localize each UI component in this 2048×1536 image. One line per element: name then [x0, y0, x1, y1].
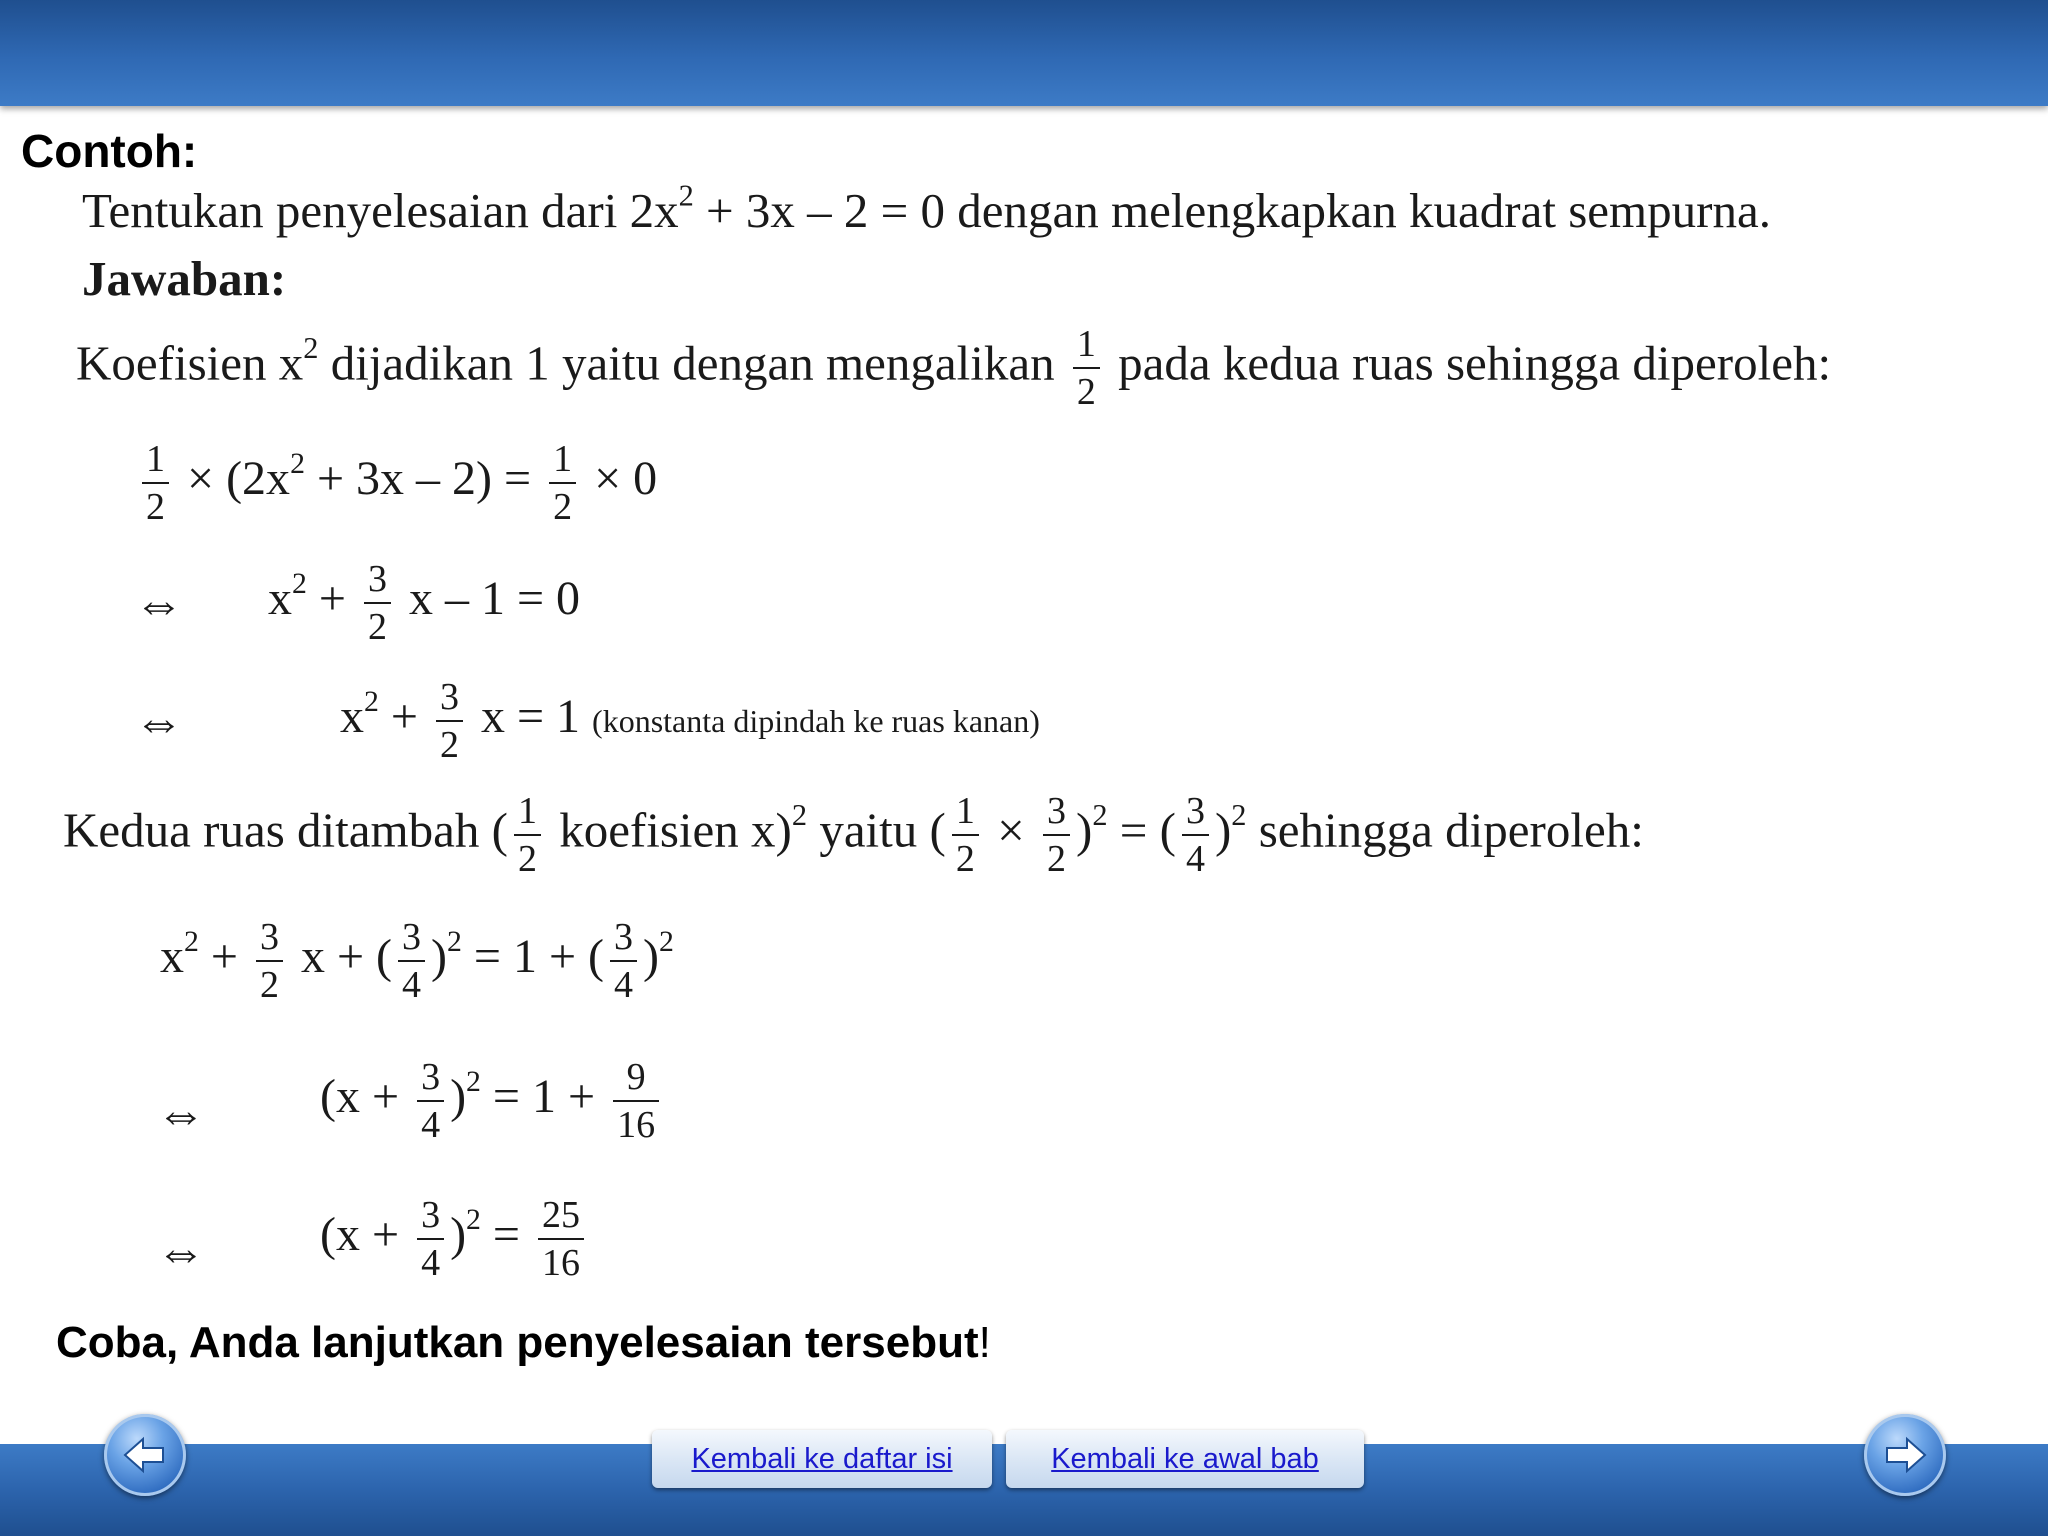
- arrow-left-icon: [119, 1429, 171, 1481]
- eq3-note: (konstanta dipindah ke ruas kanan): [592, 703, 1040, 740]
- step1-b: dijadikan 1 yaitu dengan mengalikan: [318, 335, 1055, 391]
- eq1-fraction-right: $\frac{1}{2}$: [549, 440, 576, 526]
- equation-3: $x^2$ + $\frac{3}{2}$ x = 1 (konstanta dipindah ke ruas kanan): [340, 676, 1040, 766]
- eq6-fraction: $\frac{3}{4}$: [417, 1196, 444, 1282]
- step1-c: pada kedua ruas sehingga diperoleh:: [1118, 335, 1832, 391]
- answer-label: Jawaban:: [82, 251, 287, 306]
- prev-slide-button[interactable]: [104, 1414, 186, 1496]
- next-slide-button[interactable]: [1864, 1414, 1946, 1496]
- eq5-fraction-result: $\frac{9}{16}$: [613, 1058, 659, 1144]
- problem-exponent: 2: [678, 178, 694, 213]
- eq3-fraction: $\frac{3}{2}$: [436, 678, 463, 764]
- iff-icon: ⇔: [156, 1223, 206, 1279]
- step1-text: [76, 325, 1831, 411]
- equation-5: (x + $\frac{3}{4}$ )$^2$ = 1 + $\frac{9}{16}$: [320, 1058, 665, 1144]
- equation-6: (x + $\frac{3}{4}$ )$^2$ = $\frac{25}{16}$: [320, 1196, 590, 1282]
- problem-suffix: + 3x – 2 = 0 dengan melengkapkan kuadrat sempurna.: [693, 183, 1771, 238]
- top-banner: [0, 0, 2048, 106]
- equation-1: $\frac{1}{2}$ × $(2x^2 + 3x - 2)$ = $\frac{1}{2}$ × 0: [136, 440, 657, 526]
- step2-fraction-4: $\frac{3}{4}$: [1182, 792, 1209, 878]
- step1-a: Koefisien x: [76, 335, 304, 391]
- problem-statement: [82, 178, 1771, 239]
- eq4-fraction-1: $\frac{3}{2}$: [256, 918, 283, 1004]
- problem-prefix: Tentukan penyelesaian dari 2x: [82, 183, 679, 238]
- eq4-fraction-3: $\frac{3}{4}$: [610, 918, 637, 1004]
- arrow-right-icon: [1879, 1429, 1931, 1481]
- eq5-fraction: $\frac{3}{4}$: [417, 1058, 444, 1144]
- page-title: Contoh:: [21, 125, 198, 177]
- fraction-one-half: $\frac{1}{2}$: [1073, 325, 1100, 411]
- closing-instruction: Coba, Anda lanjutkan penyelesaian tersebut!: [56, 1318, 991, 1367]
- eq6-fraction-result: $\frac{25}{16}$: [538, 1196, 584, 1282]
- back-to-chapter-start-link[interactable]: Kembali ke awal bab: [1006, 1430, 1364, 1488]
- iff-icon: ⇔: [156, 1085, 206, 1141]
- step2-fraction-2: $\frac{1}{2}$: [952, 792, 979, 878]
- step2-text: Kedua ruas ditambah ( $\frac{1}{2}$ koefisien x)$^2$ yaitu ( $\frac{1}{2}$ × $\frac{3}{2}$ )$^2$ = ( $\frac{3}{4}$ )$^2$ sehingga diperoleh:: [63, 790, 1644, 880]
- iff-icon: ⇔: [134, 575, 184, 631]
- eq2-fraction: $\frac{3}{2}$: [364, 560, 391, 646]
- step2-fraction-3: $\frac{3}{2}$: [1043, 792, 1070, 878]
- iff-icon: ⇔: [134, 693, 184, 749]
- step1-exponent: 2: [303, 330, 319, 365]
- equation-4: $x^2$ + $\frac{3}{2}$ x + ( $\frac{3}{4}$ )$^2$ = 1 + ( $\frac{3}{4}$ )$^2$: [160, 916, 674, 1006]
- eq4-fraction-2: $\frac{3}{4}$: [398, 918, 425, 1004]
- back-to-toc-link[interactable]: Kembali ke daftar isi: [652, 1430, 992, 1488]
- equation-2: $x^2$ + $\frac{3}{2}$ x – 1 = 0: [268, 558, 581, 648]
- step2-fraction-1: $\frac{1}{2}$: [514, 792, 541, 878]
- eq1-fraction-left: $\frac{1}{2}$: [142, 440, 169, 526]
